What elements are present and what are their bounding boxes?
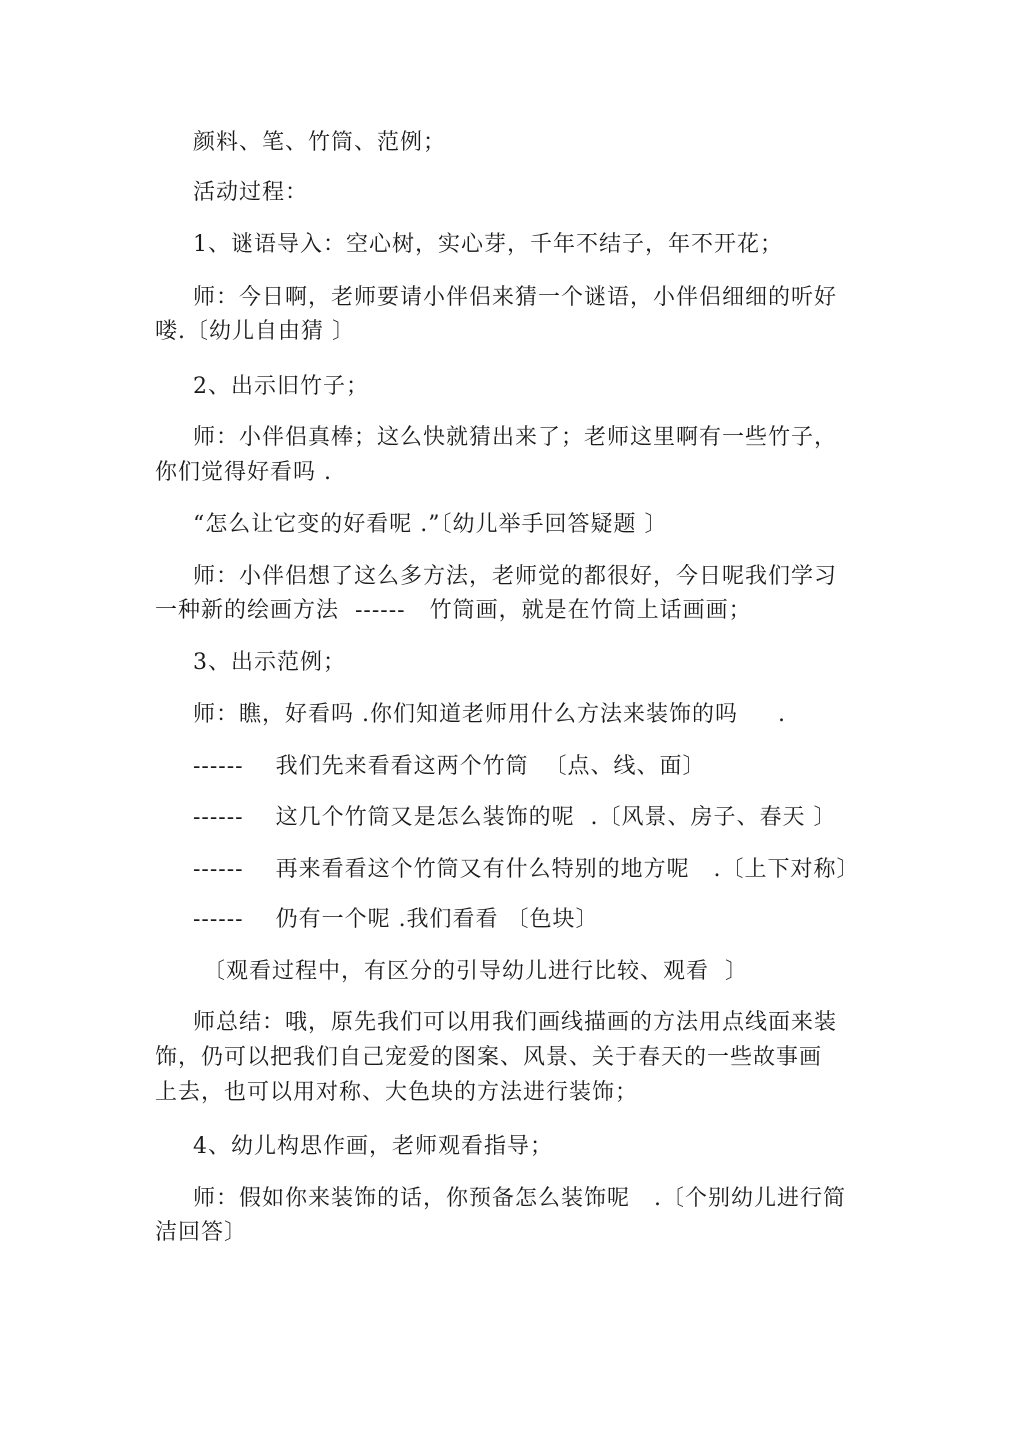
observation-note: 〔观看过程中，有区分的引导幼儿进行比较、观看 〕 — [203, 959, 748, 984]
teacher-line-5a: 师：假如你来装饰的话，你预备怎么装饰呢 .〔个别幼儿进行简 — [193, 1186, 846, 1211]
step-2-bamboo: 2、出示旧竹子； — [193, 374, 369, 399]
dash-item-2: ------ 这几个竹筒又是怎么装饰的呢 .〔风景、房子、春天 〕 — [193, 805, 837, 830]
question-line: “怎么让它变的好看呢 .”〔幼儿举手回答疑题 〕 — [193, 512, 668, 537]
step-1-riddle: 1、谜语导入：空心树，实心芽，千年不结子，年不开花； — [193, 232, 783, 257]
step-3-examples: 3、出示范例； — [193, 650, 346, 675]
teacher-line-3a: 师：小伴侣想了这么多方法，老师觉的都很好，今日呢我们学习 — [193, 564, 838, 589]
teacher-line-1b: 喽.〔幼儿自由猜 〕 — [155, 319, 355, 344]
teacher-line-2b: 你们觉得好看吗 . — [155, 460, 332, 485]
teacher-line-2a: 师：小伴侣真棒；这么快就猜出来了；老师这里啊有一些竹子， — [193, 425, 838, 450]
step-4-drawing: 4、幼儿构思作画，老师观看指导； — [193, 1134, 553, 1159]
dash-item-1: ------ 我们先来看看这两个竹筒 〔点、线、面〕 — [193, 754, 706, 779]
summary-line-3: 上去，也可以用对称、大色块的方法进行装饰； — [155, 1080, 639, 1105]
summary-line-1: 师总结：哦，原先我们可以用我们画线描画的方法用点线面来装 — [193, 1010, 838, 1035]
teacher-line-3b: 一种新的绘画方法 ------ 竹筒画，就是在竹筒上话画画； — [155, 598, 752, 623]
teacher-line-1a: 师：今日啊，老师要请小伴侣来猜一个谜语，小伴侣细细的听好 — [193, 285, 838, 310]
teacher-line-5b: 洁回答〕 — [155, 1220, 248, 1245]
process-heading: 活动过程： — [193, 180, 309, 205]
dash-item-3: ------ 再来看看这个竹筒又有什么特别的地方呢 .〔上下对称〕 — [193, 857, 860, 882]
teacher-line-4: 师：瞧，好看吗 .你们知道老师用什么方法来装饰的吗 . — [193, 702, 786, 727]
summary-line-2: 饰，仍可以把我们自己宠爱的图案、风景、关于春天的一些故事画 — [155, 1045, 823, 1070]
dash-item-4: ------ 仍有一个呢 .我们看看 〔色块〕 — [193, 907, 599, 932]
materials-line: 颜料、笔、竹筒、范例； — [193, 130, 447, 155]
